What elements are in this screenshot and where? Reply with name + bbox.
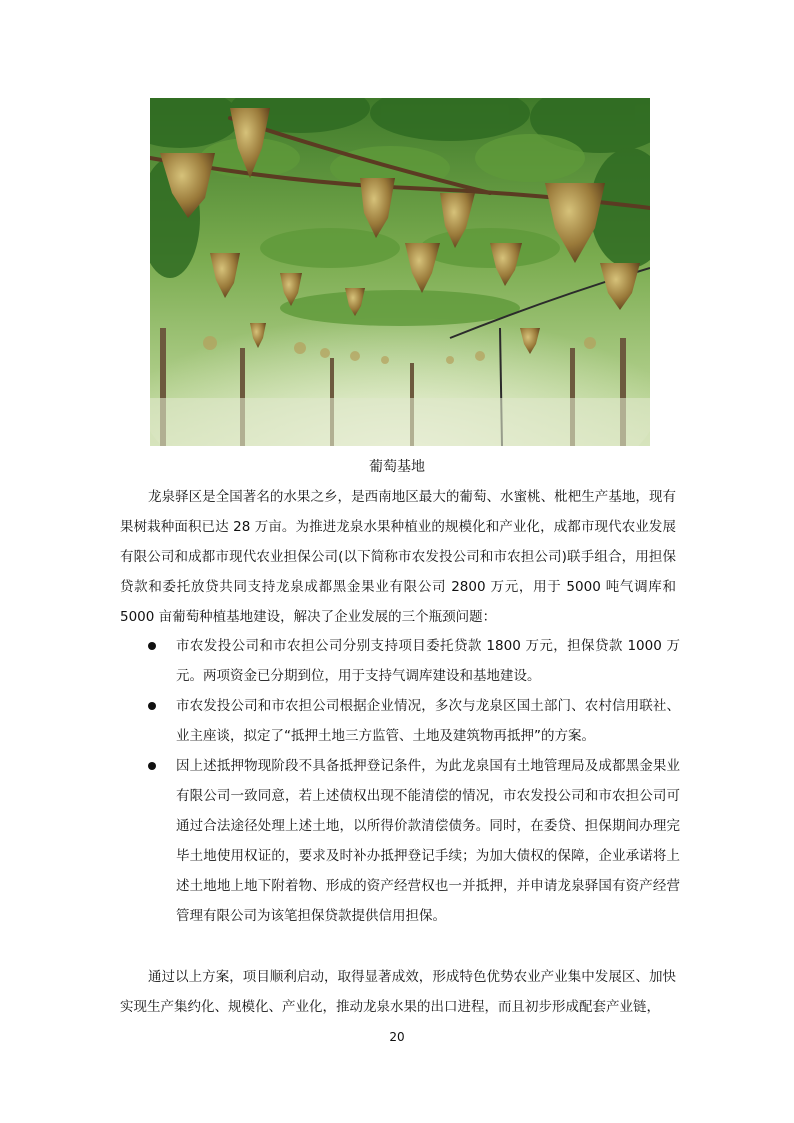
bullet-icon [148,702,156,710]
page-number: 20 [389,1030,405,1044]
list-item [120,691,680,751]
bullet-icon [148,642,156,650]
intro-paragraph: 龙泉驿区是全国著名的水果之乡，是西南地区最大的葡萄、水蜜桃、枇杷生产基地，现有果树栽种面积已达 28 万亩。为推进龙泉水果种植业的规模化和产业化，成都市现代农业发展有限公司和成都市现代农业担保公司(以下简称市农发投公司和市农担公司)联手组合，用担保贷款和委托放贷共同支持龙泉成都黑金果业有限公司 2800 万元，用于 5000 吨气调库和 5000 亩葡萄种植基地建设，解决了企业发展的三个瓶颈问题： [120,489,676,625]
list-item-text: 市农发投公司和市农担公司分别支持项目委托贷款 1800 万元，担保贷款 1000 万元。两项资金已分期到位，用于支持气调库建设和基地建设。 [176,638,680,684]
list-item [120,631,680,691]
list-item [120,751,680,931]
grape-vineyard-photo [150,98,650,446]
result-paragraph: 通过以上方案，项目顺利启动，取得显著成效，形成特色优势农业产业集中发展区、加快实现生产集约化、规模化、产业化，推动龙泉水果的出口进程，而且初步形成配套产业链， [120,969,676,1015]
list-item-text: 因上述抵押物现阶段不具备抵押登记条件，为此龙泉国有土地管理局及成都黑金果业有限公司一致同意，若上述债权出现不能清偿的情况，市农发投公司和市农担公司可通过合法途径处理上述土地，以所得价款清偿债务。同时，在委贷、担保期间办理完毕土地使用权证的，要求及时补办抵押登记手续；为加大债权的保障，企业承诺将上述土地地上地下附着物、形成的资产经营权也一并抵押，并申请龙泉驿国有资产经营管理有限公司为该笔担保贷款提供信用担保。 [176,758,680,924]
solution-list [120,631,680,931]
bullet-icon [148,762,156,770]
figure-caption: 葡萄基地 [369,459,425,475]
list-item-text: 市农发投公司和市农担公司根据企业情况，多次与龙泉区国土部门、农村信用联社、业主座谈，拟定了“抵押土地三方监管、土地及建筑物再抵押”的方案。 [176,698,680,744]
